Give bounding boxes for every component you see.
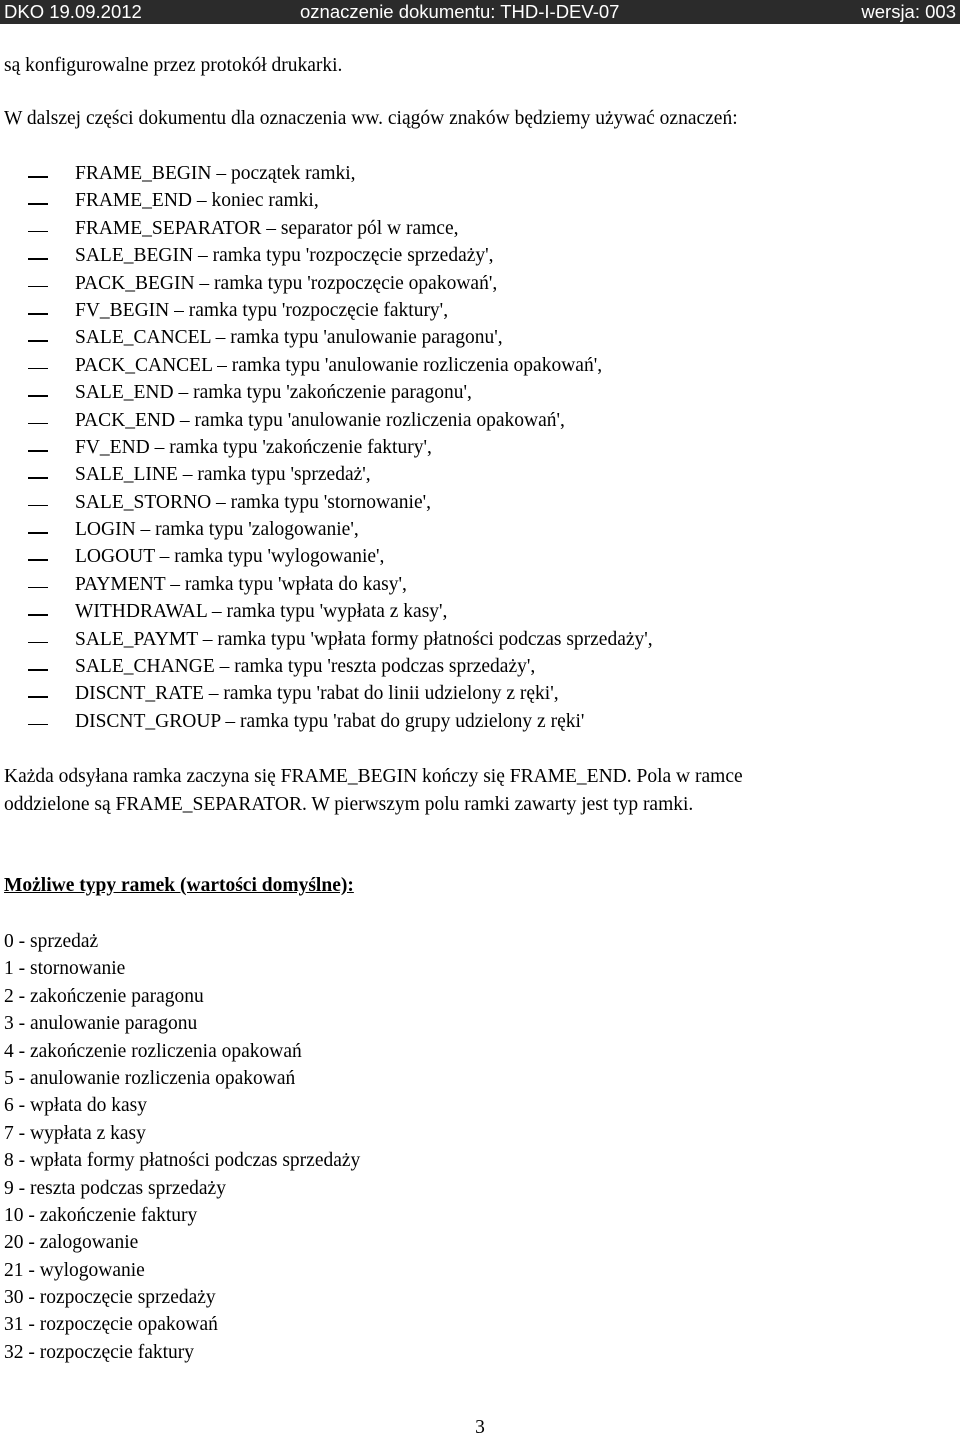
dash-bullet-icon (28, 258, 48, 260)
dash-bullet-icon (28, 477, 48, 479)
dash-bullet-icon (28, 176, 48, 178)
list-item-text: SALE_BEGIN – ramka typu 'rozpoczęcie sprzedaży', (75, 245, 494, 267)
frame-type-item: 7 - wypłata z kasy (4, 1122, 146, 1144)
list-item-text: SALE_STORNO – ramka typu 'stornowanie', (75, 491, 432, 513)
list-item-text: DISCNT_RATE – ramka typu 'rabat do linii udzielony z ręki', (75, 683, 559, 705)
list-item-text: WITHDRAWAL – ramka typu 'wypłata z kasy', (75, 601, 448, 623)
dash-bullet-icon (28, 724, 48, 726)
list-item-text: PAYMENT – ramka typu 'wpłata do kasy', (75, 573, 407, 595)
frame-type-item: 21 - wylogowanie (4, 1259, 145, 1281)
list-item-text: SALE_END – ramka typu 'zakończenie paragonu', (75, 382, 472, 404)
frame-type-item: 0 - sprzedaż (4, 931, 99, 952)
list-item-text: SALE_LINE – ramka typu 'sprzedaż', (75, 464, 371, 486)
section-title: Możliwe typy ramek (wartości domyślne): (4, 875, 354, 896)
frame-description-paragraph (4, 763, 944, 819)
frame-type-item: 6 - wpłata do kasy (4, 1095, 147, 1117)
frame-type-item: 3 - anulowanie paragonu (4, 1013, 198, 1035)
dash-bullet-icon (28, 696, 48, 698)
frame-type-item: 9 - reszta podczas sprzedaży (4, 1177, 226, 1199)
frame-type-item: 30 - rozpoczęcie sprzedaży (4, 1287, 216, 1309)
dash-bullet-icon (28, 505, 48, 507)
list-item-text: FV_BEGIN – ramka typu 'rozpoczęcie faktury', (75, 299, 449, 321)
list-item-text: SALE_PAYMT – ramka typu 'wpłata formy płatności podczas sprzedaży', (75, 628, 653, 650)
intro-line-2: W dalszej części dokumentu dla oznaczenia ww. ciągów znaków będziemy używać oznaczeń: (4, 108, 738, 129)
list-item-text: FRAME_BEGIN – początek ramki, (75, 163, 356, 184)
list-item-text: PACK_BEGIN – ramka typu 'rozpoczęcie opakowań', (75, 272, 498, 294)
dash-bullet-icon (28, 669, 48, 671)
frame-type-item: 5 - anulowanie rozliczenia opakowań (4, 1067, 296, 1089)
header-date: DKO 19.09.2012 (4, 1, 142, 22)
list-item-text: PACK_CANCEL – ramka typu 'anulowanie rozliczenia opakowań', (75, 354, 603, 376)
dash-bullet-icon (28, 614, 48, 616)
frame-type-item: 2 - zakończenie paragonu (4, 985, 204, 1007)
list-item-text: SALE_CANCEL – ramka typu 'anulowanie paragonu', (75, 327, 503, 349)
list-item-text: FRAME_END – koniec ramki, (75, 190, 319, 212)
dash-bullet-icon (28, 532, 48, 534)
list-item-text: FRAME_SEPARATOR – separator pól w ramce, (75, 217, 459, 239)
dash-bullet-icon (28, 368, 48, 370)
document-header (0, 0, 960, 24)
list-item-text: LOGOUT – ramka typu 'wylogowanie', (75, 546, 385, 568)
list-item-text: DISCNT_GROUP – ramka typu 'rabat do grupy udzielony z ręki' (75, 710, 585, 732)
frame-type-item: 10 - zakończenie faktury (4, 1204, 198, 1226)
list-item-text: SALE_CHANGE – ramka typu 'reszta podczas sprzedaży', (75, 656, 536, 678)
frame-type-item: 1 - stornowanie (4, 958, 126, 980)
frame-type-item: 20 - zalogowanie (4, 1232, 139, 1254)
frame-type-item: 8 - wpłata formy płatności podczas sprzedaży (4, 1150, 361, 1172)
dash-bullet-icon (28, 423, 48, 425)
frame-types-list (0, 928, 360, 1366)
list-item-text: LOGIN – ramka typu 'zalogowanie', (75, 519, 359, 541)
dash-bullet-icon (28, 559, 48, 561)
frame-type-item: 31 - rozpoczęcie opakowań (4, 1314, 218, 1336)
frame-type-item: 4 - zakończenie rozliczenia opakowań (4, 1040, 302, 1062)
dash-bullet-icon (28, 642, 48, 644)
paragraph-line-1: Każda odsyłana ramka zaczyna się FRAME_BEGIN kończy się FRAME_END. Pola w ramce (4, 766, 743, 787)
paragraph-line-2: oddzielone są FRAME_SEPARATOR. W pierwszym polu ramki zawarty jest typ ramki. (4, 794, 694, 815)
dash-bullet-icon (28, 395, 48, 397)
dash-bullet-icon (28, 286, 48, 288)
list-item-text: FV_END – ramka typu 'zakończenie faktury', (75, 436, 432, 458)
dash-bullet-icon (28, 313, 48, 315)
dash-bullet-icon (28, 340, 48, 342)
dash-bullet-icon (28, 231, 48, 233)
page-number: 3 (475, 1417, 485, 1438)
dash-bullet-icon (28, 587, 48, 589)
frame-type-item: 32 - rozpoczęcie faktury (4, 1341, 195, 1363)
dash-bullet-icon (28, 450, 48, 452)
intro-line-1: są konfigurowalne przez protokół drukarki. (4, 55, 343, 76)
header-document-id: oznaczenie dokumentu: THD-I-DEV-07 (300, 1, 620, 22)
dash-bullet-icon (28, 203, 48, 205)
header-version: wersja: 003 (861, 1, 956, 22)
list-item-text: PACK_END – ramka typu 'anulowanie rozliczenia opakowań', (75, 409, 565, 431)
